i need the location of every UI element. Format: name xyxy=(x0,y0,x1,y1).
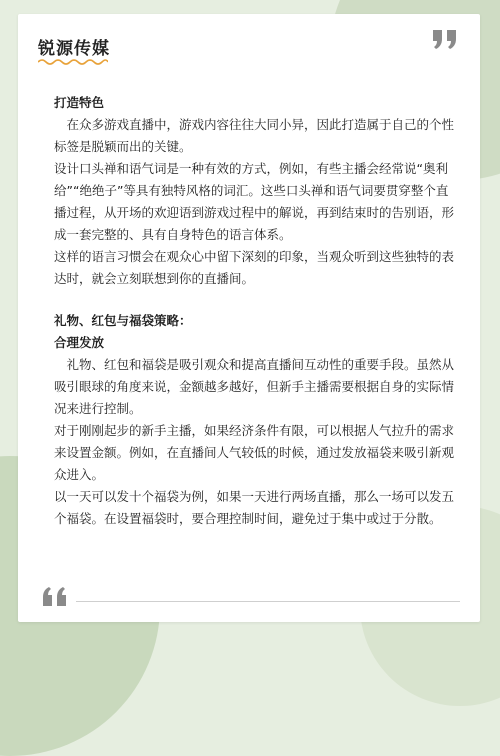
paragraph: 以一天可以发十个福袋为例，如果一天进行两场直播，那么一场可以发五个福袋。在设置福袋时，要合理控制时间，避免过于集中或过于分散。 xyxy=(54,489,455,526)
article-body xyxy=(54,92,458,530)
paragraph: 在众多游戏直播中，游戏内容往往大同小异，因此打造属于自己的个性标签是脱颖而出的关键。 xyxy=(54,117,455,154)
section-heading: 打造特色 xyxy=(54,95,105,110)
brand-title: 锐源传媒 xyxy=(38,39,110,59)
section-subheading: 合理发放 xyxy=(54,335,105,350)
quote-close-icon xyxy=(432,28,458,50)
section-heading: 礼物、红包与福袋策略： xyxy=(54,313,192,328)
content-card xyxy=(18,14,480,622)
divider xyxy=(76,601,460,602)
quote-open-icon xyxy=(42,586,68,608)
paragraph: 对于刚刚起步的新手主播，如果经济条件有限，可以根据人气拉升的需求来设置金额。例如，在直播间人气较低的时候，通过发放福袋来吸引新观众进入。 xyxy=(54,423,455,482)
paragraph: 这样的语言习惯会在观众心中留下深刻的印象，当观众听到这些独特的表达时，就会立刻联想到你的直播间。 xyxy=(54,249,455,286)
paragraph: 设计口头禅和语气词是一种有效的方式，例如，有些主播会经常说“奥利给”“绝绝子”等具有独特风格的词汇。这些口头禅和语气词要贯穿整个直播过程，从开场的欢迎语到游戏过程中的解说，再到结束时的告别语，形成一套完整的、具有自身特色的语言体系。 xyxy=(54,161,455,242)
paragraph: 礼物、红包和福袋是吸引观众和提高直播间互动性的重要手段。虽然从吸引眼球的角度来说，金额越多越好，但新手主播需要根据自身的实际情况来进行控制。 xyxy=(54,357,455,416)
wavy-underline-icon xyxy=(38,58,108,66)
